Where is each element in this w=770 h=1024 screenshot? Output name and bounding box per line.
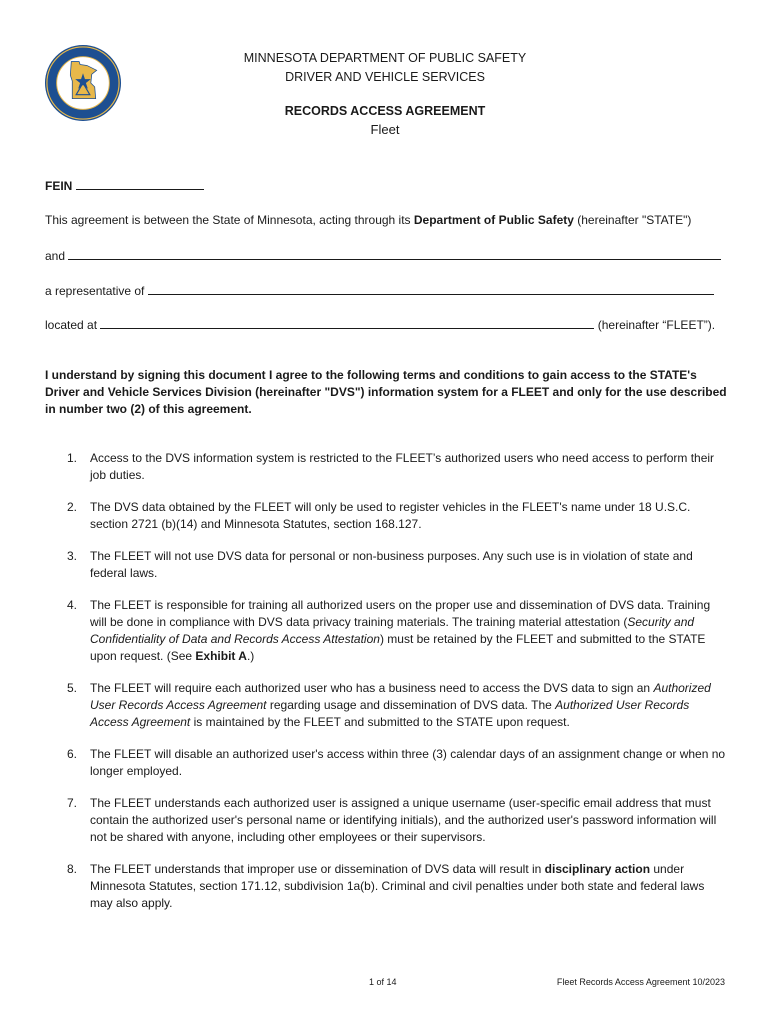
term-item: 5. The FLEET will require each authorized user who has a business need to access the DVS data to sign an Authorized User Records Access Agreement regarding usage and dissemination of DVS data. The Authorized User Records Access Agreement is maintained by the FLEET and submitted to the STATE upon request.: [67, 681, 711, 729]
page-number: 1 of 14: [369, 977, 397, 987]
fein-line: [45, 177, 204, 195]
term-item: 2. The DVS data obtained by the FLEET will only be used to register vehicles in the FLEET's name under 18 U.S.C. section 2721 (b)(14) and Minnesota Statutes, section 168.127.: [67, 500, 691, 531]
fein-field[interactable]: [76, 177, 204, 190]
representative-line: [45, 282, 714, 300]
term-item: 4. The FLEET is responsible for training all authorized users on the proper use and dissemination of DVS data. Training will be done in compliance with DVS data privacy training materials. The training material attestation (Security and Confidentiality of Data and Records Access Attestation) must be retained by the FLEET and submitted to the STATE upon request. (See Exhibit A.): [67, 598, 711, 663]
fein-label: FEIN: [45, 179, 73, 193]
intro-statement: I understand by signing this document I agree to the following terms and conditions to gain access to the STATE's Driver and Vehicle Services Division (hereinafter "DVS") information system for a FLEET and only for the use described in number two (2) of this agreement.: [45, 368, 727, 416]
location-field[interactable]: [100, 316, 594, 329]
agreement-department: Department of Public Safety: [413, 213, 574, 227]
representative-label: a representative of: [45, 284, 145, 298]
form-identifier: Fleet Records Access Agreement 10/2023: [556, 977, 725, 987]
party-name-field[interactable]: [68, 247, 721, 260]
exhibit-a-reference: Exhibit A: [195, 649, 247, 663]
term-item: 3. The FLEET will not use DVS data for personal or non-business purposes. Any such use is in violation of state and federal laws.: [67, 549, 693, 580]
header-department: MINNESOTA DEPARTMENT OF PUBLIC SAFETY: [243, 51, 527, 65]
term-item: 1. Access to the DVS information system is restricted to the FLEET’s authorized users who need access to perform their job duties.: [67, 451, 715, 482]
document-subtitle: Fleet: [370, 122, 400, 137]
located-suffix: (hereinafter “FLEET”).: [597, 318, 716, 332]
term-item: 7. The FLEET understands each authorized user is assigned a unique username (user-specific email address that must contain the authorized user's personal name or identifying initials), and the authorized user's password information will not be shared with anyone, including other employees or their supervisors.: [67, 796, 717, 844]
term-item: 6. The FLEET will disable an authorized user's access within three (3) calendar days of an assignment change or when no longer employed.: [67, 747, 726, 778]
terms-list: [45, 450, 729, 927]
term-item: 8. The FLEET understands that improper use or dissemination of DVS data will result in disciplinary action under Minnesota Statutes, section 171.12, subdivision 1a(b). Criminal and civil penalties under both state and federal laws may also apply.: [67, 862, 705, 910]
document-title: RECORDS ACCESS AGREEMENT: [284, 104, 486, 118]
representative-of-field[interactable]: [148, 282, 714, 295]
located-label: located at: [45, 318, 98, 332]
header-division: DRIVER AND VEHICLE SERVICES: [285, 70, 485, 84]
and-label: and: [45, 249, 66, 263]
agreement-line: This agreement is between the State of Minnesota, acting through its Department of Public Safety (hereinafter "STATE"): [45, 213, 692, 227]
and-line: [45, 247, 721, 265]
located-line: [45, 316, 715, 334]
